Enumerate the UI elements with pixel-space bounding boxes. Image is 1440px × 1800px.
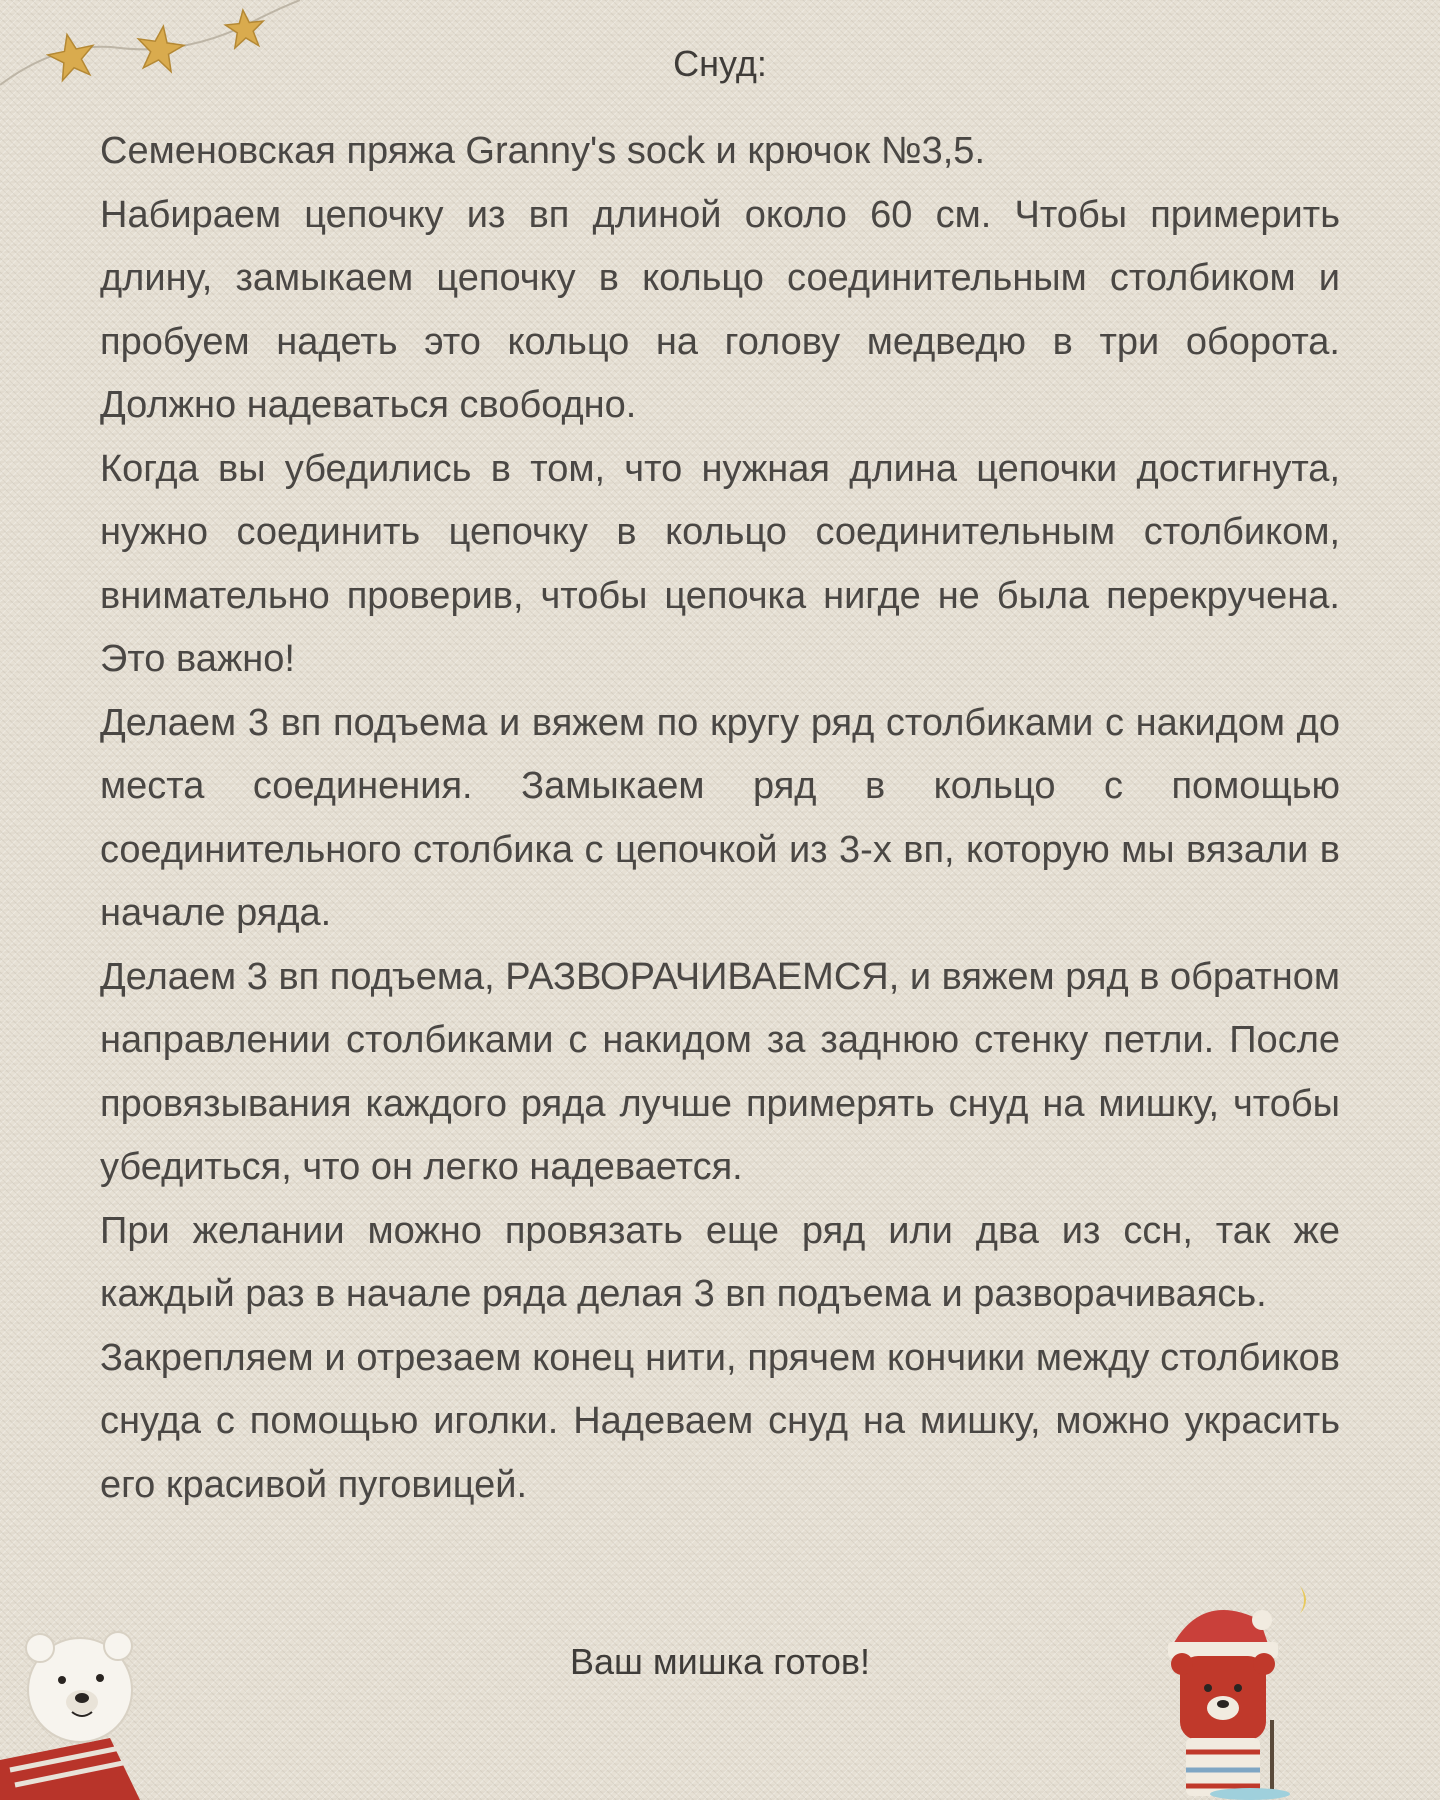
- red-bear-in-hat-icon: [1130, 1580, 1330, 1800]
- paragraph: Делаем 3 вп подъема, РАЗВОРАЧИВАЕМСЯ, и вяжем ряд в обратном направлении столбиками с накидом за заднюю стенку петли. После провязывания каждого ряда лучше примерять снуд на мишку, чтобы убедиться, что он легко надевается.: [100, 955, 1340, 1188]
- footer-text: Ваш мишка готов!: [569, 1641, 871, 1682]
- paragraph: Семеновская пряжа Granny's sock и крючок №3,5.: [100, 130, 986, 172]
- paragraph: Набираем цепочку из вп длиной около 60 см. Чтобы примерить длину, замыкаем цепочку в кольцо соединительным столбиком и пробуем надеть это кольцо на голову медведю в три оборота. Должно надеваться свободно.: [100, 193, 1340, 426]
- instructions-body: [100, 120, 1340, 1517]
- page-title: Снуд:: [673, 43, 767, 84]
- paragraph: При желании можно провязать еще ряд или два из ссн, так же каждый раз в начале ряда делая 3 вп подъема и разворачиваясь.: [100, 1209, 1340, 1315]
- polar-bear-icon: [0, 1620, 160, 1800]
- paragraph: Закрепляем и отрезаем конец нити, прячем кончики между столбиков снуда с помощью иголки. Надеваем снуд на мишку, можно украсить его красивой пуговицей.: [100, 1336, 1340, 1506]
- paragraph: Делаем 3 вп подъема и вяжем по кругу ряд столбиками с накидом до места соединения. Замыкаем ряд в кольцо с помощью соединительного столбика с цепочкой из 3-х вп, которую мы вязали в начале ряда.: [100, 701, 1340, 934]
- paragraph: Когда вы убедились в том, что нужная длина цепочки достигнута, нужно соединить цепочку в кольцо соединительным столбиком, внимательно проверив, чтобы цепочка нигде не была перекручена. Это важно!: [100, 447, 1340, 680]
